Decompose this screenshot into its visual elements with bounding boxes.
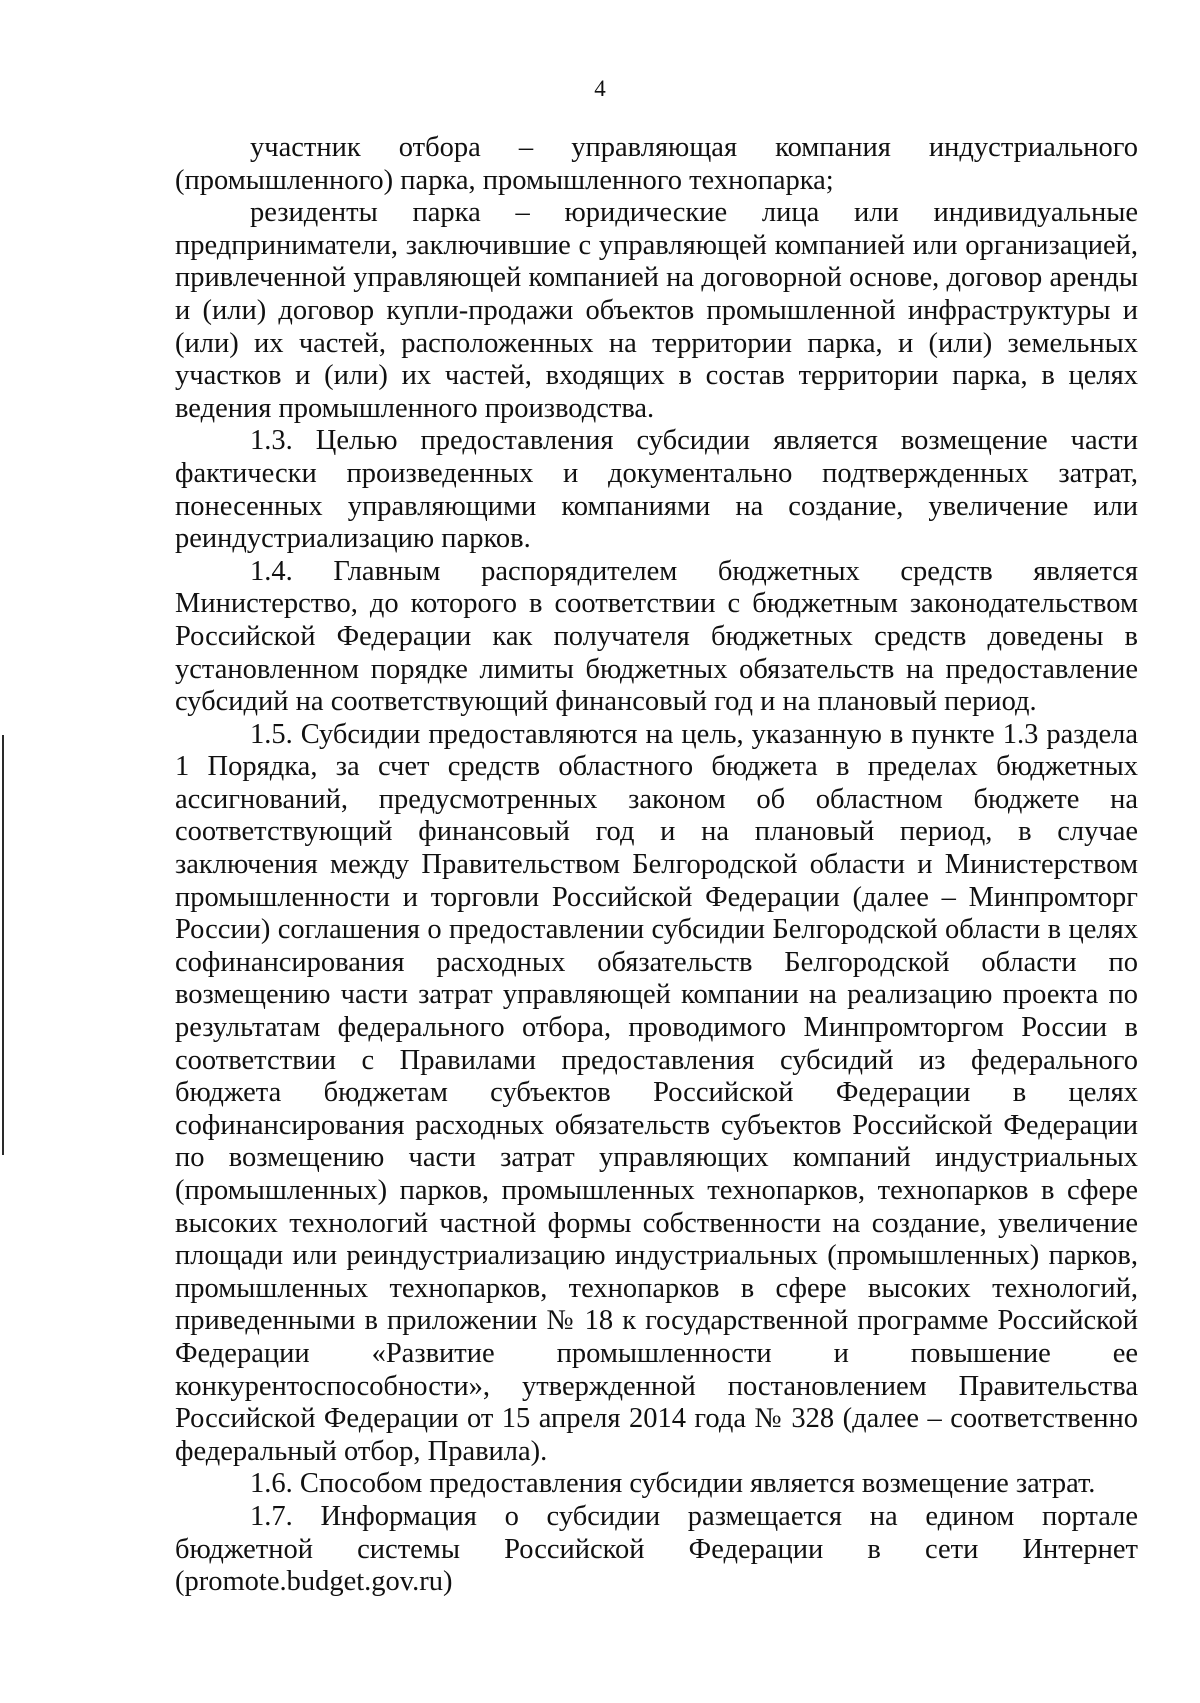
page-number: 4 — [594, 76, 606, 101]
paragraph-1-7: 1.7. Информация о субсидии размещается на едином портале бюджетной системы Российской Федерации в сети Интернет (promote.budget.gov.ru) — [175, 1500, 1138, 1598]
paragraph-participant-definition: участник отбора – управляющая компания индустриального (промышленного) парка, промышленного технопарка; — [175, 132, 1138, 196]
paragraph-1-4: 1.4. Главным распорядителем бюджетных средств является Министерство, до которого в соответствии с бюджетным законодательством Российской Федерации как получателя бюджетных средств доведены в установленном порядке лимиты бюджетных обязательств на предоставление субсидий на соответствующий финансовый год и на плановый период. — [175, 555, 1138, 718]
paragraph-residents-definition: резиденты парка – юридические лица или индивидуальные предприниматели, заключившие с управляющей компанией или организацией, привлеченной управляющей компанией на договорной основе, договор аренды и (или) договор купли-продажи объектов промышленной инфраструктуры и (или) их частей, расположенных на территории парка, и (или) земельных участков и (или) их частей, входящих в состав территории парка, в целях ведения промышленного производства. — [175, 197, 1138, 424]
scan-edge-mark — [2, 735, 4, 1155]
paragraph-1-5: 1.5. Субсидии предоставляются на цель, указанную в пункте 1.3 раздела 1 Порядка, за счет средств областного бюджета в пределах бюджетных ассигнований, предусмотренных законом об областном бюджете на соответствующий финансовый год и на плановый период, в случае заключения между Правительством Белгородской области и Министерством промышленности и торговли Российской Федерации (далее – Минпромторг России) соглашения о предоставлении субсидии Белгородской области в целях софинансирования расходных обязательств Белгородской области по возмещению части затрат управляющей компании на реализацию проекта по результатам федерального отбора, проводимого Минпромторгом России в соответствии с Правилами предоставления субсидий из федерального бюджета бюджетам субъектов Российской Федерации в целях софинансирования расходных обязательств субъектов Российской Федерации по возмещению части затрат управляющих компаний индустриальных (промышленных) парков, промышленных технопарков, технопарков в сфере высоких технологий частной формы собственности на создание, увеличение площади или реиндустриализацию индустриальных (промышленных) парков, промышленных технопарков, технопарков в сфере высоких технологий, приведенными в приложении № 18 к государственной программе Российской Федерации «Развитие промышленности и повышение ее конкурентоспособности», утвержденной постановлением Правительства Российской Федерации от 15 апреля 2014 года № 328 (далее – соответственно федеральный отбор, Правила). — [175, 718, 1138, 1467]
paragraph-1-3: 1.3. Целью предоставления субсидии является возмещение части фактически произведенных и документально подтвержденных затрат, понесенных управляющими компаниями на создание, увеличение или реиндустриализацию парков. — [175, 425, 1138, 555]
paragraph-1-6: 1.6. Способом предоставления субсидии является возмещение затрат. — [250, 1468, 1096, 1500]
document-body — [175, 132, 1138, 1599]
